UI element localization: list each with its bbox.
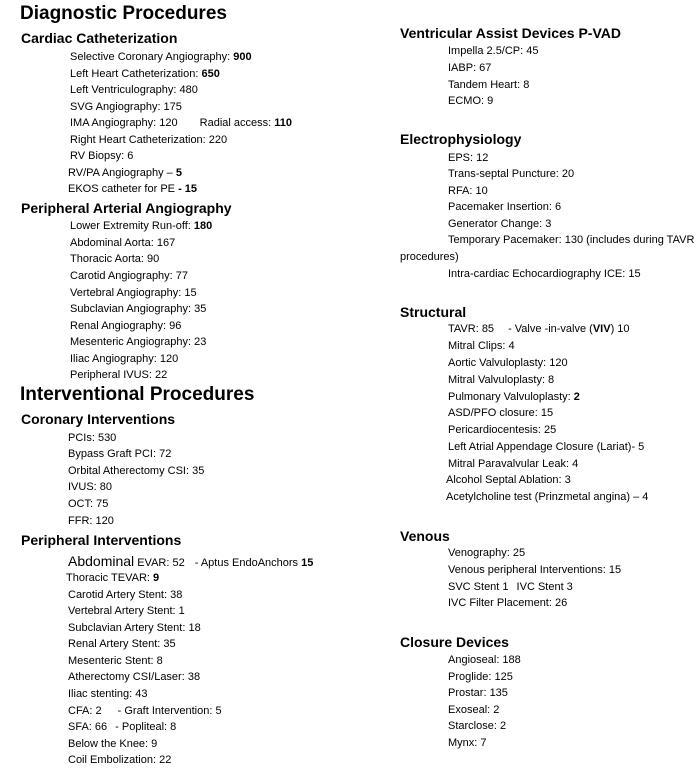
list-item: Lower Extremity Run-off: 180: [70, 220, 213, 232]
list-item: Left Ventriculography: 480: [70, 84, 198, 96]
list-item: SVC Stent 1 IVC Stent 3: [448, 581, 573, 593]
list-item: PCIs: 530: [68, 432, 117, 444]
vad-heading: Ventricular Assist Devices P-VAD: [400, 25, 621, 41]
list-item: Alcohol Septal Ablation: 3: [446, 474, 571, 486]
list-item: Proglide: 125: [448, 671, 513, 683]
list-item: Thoracic Aorta: 90: [70, 253, 160, 265]
list-item: Temporary Pacemaker: 130 (includes during TAVR: [448, 234, 695, 246]
list-item: Starclose: 2: [448, 720, 507, 732]
list-item: Angioseal: 188: [448, 654, 521, 666]
list-item: Exoseal: 2: [448, 704, 500, 716]
list-item: Atherectomy CSI/Laser: 38: [68, 671, 201, 683]
list-item: Thoracic TEVAR: 9: [66, 572, 160, 584]
list-item: EKOS catheter for PE - 15: [68, 183, 198, 195]
list-item: Peripheral IVUS: 22: [70, 369, 168, 381]
list-item: Trans-septal Puncture: 20: [448, 168, 575, 180]
list-item: Mesenteric Stent: 8: [68, 655, 163, 667]
list-item: Below the Knee: 9: [68, 738, 158, 750]
list-item: Orbital Atherectomy CSI: 35: [68, 465, 205, 477]
list-item: FFR: 120: [68, 515, 114, 527]
list-item: Renal Artery Stent: 35: [68, 638, 176, 650]
list-item: Generator Change: 3: [448, 218, 552, 230]
list-item: IVC Filter Placement: 26: [448, 597, 568, 609]
list-item: Abdominal Aorta: 167: [70, 237, 176, 249]
structural-heading: Structural: [400, 304, 467, 320]
list-item: Coil Embolization: 22: [68, 754, 172, 766]
list-item: Mitral Valvuloplasty: 8: [448, 374, 555, 386]
list-item: Pacemaker Insertion: 6: [448, 201, 562, 213]
peripheral-interventions-heading: Peripheral Interventions: [21, 532, 182, 548]
list-item: Venous peripheral Interventions: 15: [448, 564, 622, 576]
list-item: IMA Angiography: 120 Radial access: 110: [70, 117, 292, 129]
list-item: Pericardiocentesis: 25: [448, 424, 557, 436]
coronary-interventions-heading: Coronary Interventions: [21, 411, 176, 427]
list-item: ECMO: 9: [448, 95, 494, 107]
list-item: Left Heart Catheterization: 650: [70, 68, 220, 80]
list-item: Carotid Artery Stent: 38: [68, 589, 183, 601]
diagnostic-procedures-title: Diagnostic Procedures: [20, 3, 227, 24]
list-item: Subclavian Angiography: 35: [70, 303, 207, 315]
electrophysiology-heading: Electrophysiology: [400, 131, 522, 147]
list-item: ASD/PFO closure: 15: [448, 407, 554, 419]
list-item: Pulmonary Valvuloplasty: 2: [448, 391, 580, 403]
list-item: Mesenteric Angiography: 23: [70, 336, 207, 348]
list-item: Acetylcholine test (Prinzmetal angina) – 4: [446, 491, 649, 503]
list-item: Bypass Graft PCI: 72: [68, 448, 172, 460]
list-item: OCT: 75: [68, 498, 109, 510]
list-item: RV/PA Angiography – 5: [68, 167, 182, 179]
list-item: IABP: 67: [448, 62, 492, 74]
list-item: Prostar: 135: [448, 687, 508, 699]
list-item: Mynx: 7: [448, 737, 487, 749]
list-item: Impella 2.5/CP: 45: [448, 45, 539, 57]
interventional-procedures-title: Interventional Procedures: [20, 384, 255, 405]
list-item: Subclavian Artery Stent: 18: [68, 622, 201, 634]
list-item: Intra-cardiac Echocardiography ICE: 15: [448, 268, 641, 280]
list-item: SVG Angiography: 175: [70, 101, 182, 113]
list-item: Abdominal EVAR: 52 - Aptus EndoAnchors 15: [68, 553, 314, 569]
closure-devices-heading: Closure Devices: [400, 634, 509, 650]
venous-heading: Venous: [400, 528, 450, 544]
list-item: procedures): [400, 251, 459, 263]
list-item: Carotid Angiography: 77: [70, 270, 189, 282]
list-item: EPS: 12: [448, 152, 489, 164]
list-item: RFA: 10: [448, 185, 488, 197]
list-item: Vertebral Artery Stent: 1: [68, 605, 185, 617]
cardiac-cath-heading: Cardiac Catheterization: [21, 30, 178, 46]
list-item: Left Atrial Appendage Closure (Lariat)- 5: [448, 441, 645, 453]
list-item: Mitral Paravalvular Leak: 4: [448, 458, 579, 470]
list-item: Aortic Valvuloplasty: 120: [448, 357, 568, 369]
list-item: Selective Coronary Angiography: 900: [70, 51, 252, 63]
list-item: Vertebral Angiography: 15: [70, 287, 197, 299]
peripheral-arterial-heading: Peripheral Arterial Angiography: [21, 200, 232, 216]
list-item: IVUS: 80: [68, 481, 113, 493]
list-item: Renal Angiography: 96: [70, 320, 182, 332]
list-item: SFA: 66 - Popliteal: 8: [68, 721, 177, 733]
list-item: Right Heart Catheterization: 220: [70, 134, 228, 146]
list-item: Mitral Clips: 4: [448, 340, 515, 352]
list-item: Venography: 25: [448, 547, 526, 559]
list-item: Iliac stenting: 43: [68, 688, 148, 700]
list-item: Tandem Heart: 8: [448, 79, 530, 91]
list-item: RV Biopsy: 6: [70, 150, 134, 162]
list-item: CFA: 2 - Graft Intervention: 5: [68, 705, 222, 717]
list-item: Iliac Angiography: 120: [70, 353, 179, 365]
list-item: TAVR: 85 - Valve -in-valve (VIV) 10: [448, 323, 630, 335]
